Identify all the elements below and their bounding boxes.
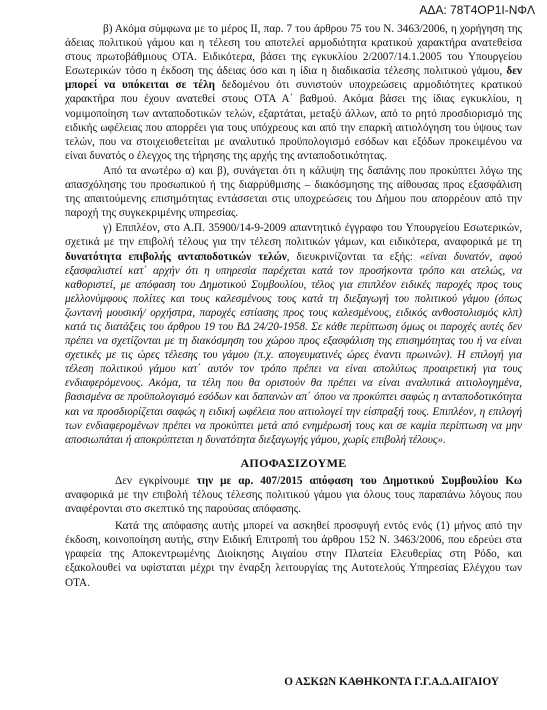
- signature-title: Ο ΑΣΚΩΝ ΚΑΘΗΚΟΝΤΑ Γ.Γ.Α.Δ.ΑΙΓΑΙΟΥ: [284, 676, 499, 688]
- decision-text-1: Δεν εγκρίνουμε: [115, 474, 197, 487]
- beta-text-1: β) Ακόμα σύμφωνα με το μέρος ΙΙ, παρ. 7 του άρθρου 75 του Ν. 3463/2006, η χορήγηση της άδειας πολιτικού γάμου και η τέλεση του αποτελεί αρμοδιότητα κρατικού χαρακτήρα ανατεθείσα στους πρωτοβάθμιους ΟΤΑ. Ειδικότερα, βάσει της εγκυκλίου 2/2007/14.1.2005 του Υπουργείου Εσωτερικών τόσο η έκδοση της άδειας όσο και η ίδια η διαδικασία τέλεσης πολιτικού γάμου,: [65, 23, 522, 78]
- ada-code: ΑΔΑ: 78Τ4ΟΡ1Ι-ΝΦΛ: [419, 3, 535, 17]
- beta-bold: δεν μπορεί να υπόκειται σε τέλη: [65, 65, 522, 92]
- paragraph-beta: [65, 22, 522, 163]
- decision-bold: την με αρ. 407/2015 απόφαση του Δημοτικού Συμβουλίου Κω: [196, 474, 522, 487]
- paragraph-conclusion: Από τα ανωτέρω α) και β), συνάγεται ότι η κάλυψη της δαπάνης που προκύπτει λόγω της απασχόλησης του προσωπικού ή της διαρρύθμισης – διακόσμησης της αίθουσας προς εξασφάλιση της απαιτούμενης επισημότητας εντάσσεται στις υποχρεώσεις του Δήμου που απορρέουν από την παροχή της συγκεκριμένης υπηρεσίας.: [65, 164, 522, 220]
- paragraph-gamma: [65, 221, 522, 447]
- gamma-quote: «είναι δυνατόν, αφού εξασφαλιστεί κατ΄ αρχήν ότι η υπηρεσία παρέχεται κατά τον προσήκοντα τρόπο και ατελώς, να καθοριστεί, με απόφαση του Δημοτικού Συμβουλίου, τέλος για επιπλέον ειδικές παροχές προς τους μελλονύμφους πολίτες και τους καλεσμένους τους κατά τη διεξαγωγή του πολιτικού γάμου (όπως ζωντανή μουσική/ ορχήστρα, παροχές εστίασης προς τους καλεσμένους, ειδικός ανθοστολισμός κλπ) κατά τις διατάξεις του άρθρου 19 του ΒΔ 24/20-1958. Σε κάθε περίπτωση όμως οι παροχές αυτές δεν πρέπει να σχετίζονται με τη διακόσμηση του χώρου προς εξασφάλιση της επισημότητας του ή να είναι σχετικές με τις ώρες τέλεσης του γάμου (π.χ. απογευματινές ώρες έναντι πρωινών). Η επιλογή για τέλεση πολιτικού γάμου κατ΄ αυτόν τον τρόπο πρέπει να είναι απολύτως προαιρετική για τους ενδιαφερόμενους. Ακόμα, τα τέλη που θα οριστούν θα πρέπει να είναι αναλυτικά αιτιολογημένα, βασισμένα σε προϋπολογισμό εσόδων και δαπανών απ΄ όπου να προκύπτει σαφώς η ανταποδοτικότητα και να προσδιορίζεται σαφώς η ειδική ωφέλεια που αιτιολογεί την είσπραξή τους. Επιπλέον, η επιλογή των ενδιαφερομένων πρέπει να προκύπτει μετά από ενημέρωσή τους και σε καμία περίπτωση να μην αποσιωπάται ή αποκρύπτεται η δυνατότητα διεξαγωγής γάμου, χωρίς επιβολή τέλους».: [65, 250, 523, 446]
- decision-text-2: αναφορικά με την επιβολή τέλους τέλεσης πολιτικού γάμου για όλους τους παραπάνω λόγους που αναφέρονται στο σκεπτικό της παρούσας απόφασης.: [65, 489, 522, 516]
- paragraph-appeal: Κατά της απόφασης αυτής μπορεί να ασκηθεί προσφυγή εντός ενός (1) μήνος από την έκδοση, κοινοποίηση αυτής, στην Ειδική Επιτροπή του άρθρου 152 Ν. 3463/2006, που εδρεύει στα γραφεία της Αποκεντρωμένης Διοίκησης Αιγαίου στην Πλατεία Ελευθερίας στη Ρόδο, και εξακολουθεί να υφίσταται μέχρι την έναρξη λειτουργίας της Αυτοτελούς Υπηρεσίας Ελέγχου των ΟΤΑ.: [65, 520, 522, 589]
- document-body: [65, 22, 522, 590]
- decision-heading: ΑΠΟΦΑΣΙΖΟΥΜΕ: [240, 455, 347, 470]
- gamma-text-1: γ) Επιπλέον, στο Α.Π. 35900/14-9-2009 απαντητικό έγγραφο του Υπουργείου Εσωτερικών, σχετικά με την επιβολή τέλους για την τέλεση πολιτικών γάμων, και ειδικότερα, αναφορικά με τη: [65, 222, 522, 249]
- paragraph-decision: [65, 474, 522, 516]
- gamma-bold: δυνατότητα επιβολής ανταποδοτικών τελών: [65, 250, 287, 263]
- gamma-text-2: , διευκρινίζονται τα εξής:: [286, 250, 420, 263]
- beta-text-2: δεδομένου ότι συνιστούν υποχρεώσεις αρμοδιότητες κρατικού χαρακτήρα που έχουν ανατεθεί στους ΟΤΑ Α΄ βαθμού. Ακόμα βάσει της ίδιας εγκυκλίου, η νομιμοποίηση των ανταποδοτικών τελών, εξαρτάται, μεταξύ άλλων, από το ρητό προσδιορισμό της ειδικής ωφέλειας που απορρέει για τους υπόχρεους και από την επαρκή αιτιολόγηση του ύψους των τελών, που να στοιχειοθετείται με αναλυτικό προϋπολογισμό εσόδων και εξόδων προκειμένου να είναι δυνατός ο έλεγχος της τήρησης της αρχής της ανταποδοτικότητας.: [65, 79, 522, 162]
